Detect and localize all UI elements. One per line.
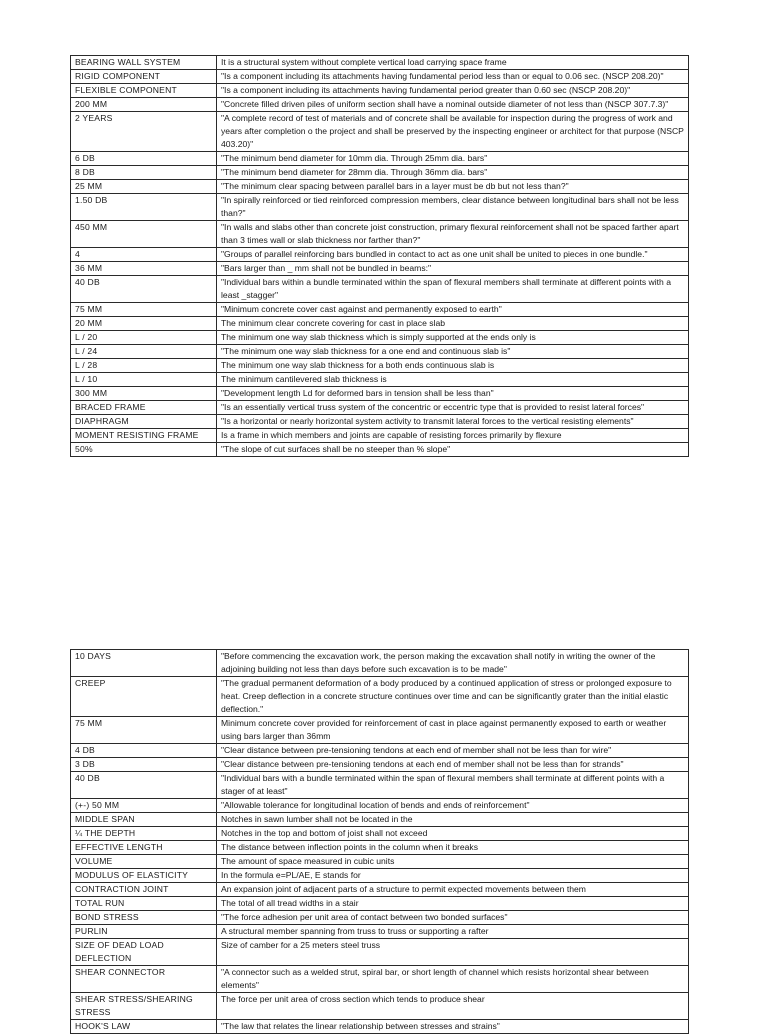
term-cell: 36 MM [71, 262, 217, 276]
table-row [71, 317, 689, 331]
definition-cell: Size of camber for a 25 meters steel truss [217, 939, 689, 966]
table-row [71, 359, 689, 373]
table-row [71, 194, 689, 221]
table-row [71, 98, 689, 112]
table-row [71, 827, 689, 841]
term-cell: VOLUME [71, 855, 217, 869]
definition-cell: "A connector such as a welded strut, spiral bar, or short length of channel which resists horizontal shear between elements" [217, 966, 689, 993]
table-row [71, 401, 689, 415]
definition-cell: The minimum cantilevered slab thickness is [217, 373, 689, 387]
table-row [71, 744, 689, 758]
table-row [71, 56, 689, 70]
table-row [71, 939, 689, 966]
definition-cell: "Is a component including its attachments having fundamental period less than or equal to 0.06 sec. (NSCP 208.20)" [217, 70, 689, 84]
table-row [71, 152, 689, 166]
table-row [71, 993, 689, 1020]
definition-cell: "The minimum bend diameter for 28mm dia. Through 36mm dia. bars" [217, 166, 689, 180]
term-cell: 450 MM [71, 221, 217, 248]
definition-cell: The distance between inflection points in the column when it breaks [217, 841, 689, 855]
term-cell: 50% [71, 443, 217, 457]
term-cell: RIGID COMPONENT [71, 70, 217, 84]
term-cell: L / 28 [71, 359, 217, 373]
table-row [71, 841, 689, 855]
table-row [71, 897, 689, 911]
table-row [71, 180, 689, 194]
definition-cell: "Individual bars with a bundle terminated within the span of flexural members shall terminate at different points with a stager of at least" [217, 772, 689, 799]
table-row [71, 443, 689, 457]
term-cell: 40 DB [71, 276, 217, 303]
reference-table-2 [70, 649, 689, 1034]
term-cell: 20 MM [71, 317, 217, 331]
definition-cell: Notches in sawn lumber shall not be located in the [217, 813, 689, 827]
table-row [71, 415, 689, 429]
definition-cell: "The minimum one way slab thickness for a one end and continuous slab is" [217, 345, 689, 359]
table-row [71, 717, 689, 744]
term-cell: SHEAR CONNECTOR [71, 966, 217, 993]
term-cell: MOMENT RESISTING FRAME [71, 429, 217, 443]
table-row [71, 758, 689, 772]
table-row [71, 925, 689, 939]
definition-cell: "Is a component including its attachments having fundamental period greater than 0.60 sec (NSCP 208.20)" [217, 84, 689, 98]
term-cell: HOOK'S LAW [71, 1020, 217, 1034]
definition-cell: "Clear distance between pre-tensioning tendons at each end of member shall not be less than for strands" [217, 758, 689, 772]
reference-table-1 [70, 55, 689, 457]
term-cell: MIDDLE SPAN [71, 813, 217, 827]
definition-cell: "Is an essentially vertical truss system of the concentric or eccentric type that is provided to resist lateral forces" [217, 401, 689, 415]
table-row [71, 855, 689, 869]
term-cell: 40 DB [71, 772, 217, 799]
term-cell: 6 DB [71, 152, 217, 166]
term-cell: 200 MM [71, 98, 217, 112]
definition-cell: The amount of space measured in cubic units [217, 855, 689, 869]
term-cell: PURLIN [71, 925, 217, 939]
term-cell: 3 DB [71, 758, 217, 772]
table-2-body [71, 650, 689, 1034]
term-cell: CONTRACTION JOINT [71, 883, 217, 897]
definition-cell: "Individual bars within a bundle terminated within the span of flexural members shall terminate at different points with a least _stagger" [217, 276, 689, 303]
definition-cell: A structural member spanning from truss to truss or supporting a rafter [217, 925, 689, 939]
table-row [71, 262, 689, 276]
definition-cell: The force per unit area of cross section which tends to produce shear [217, 993, 689, 1020]
table-row [71, 70, 689, 84]
table-row [71, 772, 689, 799]
definition-cell: "The gradual permanent deformation of a body produced by a continued application of stress or prolonged exposure to heat. Creep deflection in a concrete structure continues over time and can be significantly grater than the initial elastic deflection." [217, 677, 689, 717]
term-cell: (+-) 50 MM [71, 799, 217, 813]
definition-cell: The minimum one way slab thickness for a both ends continuous slab is [217, 359, 689, 373]
term-cell: L / 10 [71, 373, 217, 387]
term-cell: SIZE OF DEAD LOAD DEFLECTION [71, 939, 217, 966]
definition-cell: "The force adhesion per unit area of contact between two bonded surfaces" [217, 911, 689, 925]
table-row [71, 345, 689, 359]
definition-cell: "The slope of cut surfaces shall be no steeper than % slope" [217, 443, 689, 457]
table-row [71, 813, 689, 827]
table-row [71, 331, 689, 345]
term-cell: 8 DB [71, 166, 217, 180]
term-cell: EFFECTIVE LENGTH [71, 841, 217, 855]
definition-cell: "The minimum clear spacing between parallel bars in a layer must be db but not less than?" [217, 180, 689, 194]
definition-cell: "Concrete filled driven piles of uniform section shall have a nominal outside diameter of not less than (NSCP 307.7.3)" [217, 98, 689, 112]
definition-cell: Minimum concrete cover provided for reinforcement of cast in place against permanently exposed to earth or weather using bars larger than 36mm [217, 717, 689, 744]
table-row [71, 221, 689, 248]
term-cell: SHEAR STRESS/SHEARING STRESS [71, 993, 217, 1020]
table-row [71, 387, 689, 401]
definition-cell: The minimum one way slab thickness which is simply supported at the ends only is [217, 331, 689, 345]
table-row [71, 799, 689, 813]
term-cell: 75 MM [71, 303, 217, 317]
table-row [71, 276, 689, 303]
definition-cell: "Minimum concrete cover cast against and permanently exposed to earth" [217, 303, 689, 317]
table-row [71, 166, 689, 180]
table-row [71, 112, 689, 152]
definition-cell: The minimum clear concrete covering for cast in place slab [217, 317, 689, 331]
term-cell: 4 DB [71, 744, 217, 758]
term-cell: TOTAL RUN [71, 897, 217, 911]
table-row [71, 303, 689, 317]
term-cell: 4 [71, 248, 217, 262]
definition-cell: "The law that relates the linear relationship between stresses and strains" [217, 1020, 689, 1034]
table-row [71, 883, 689, 897]
definition-cell: "Clear distance between pre-tensioning tendons at each end of member shall not be less than for wire" [217, 744, 689, 758]
term-cell: FLEXIBLE COMPONENT [71, 84, 217, 98]
table-1-body [71, 56, 689, 457]
term-cell: 1.50 DB [71, 194, 217, 221]
table-row [71, 84, 689, 98]
definition-cell: "The minimum bend diameter for 10mm dia. Through 25mm dia. bars" [217, 152, 689, 166]
table-row [71, 677, 689, 717]
table-row [71, 1020, 689, 1034]
definition-cell: "Before commencing the excavation work, the person making the excavation shall notify in writing the owner of the adjoining building not less than days before such excavation is to be made" [217, 650, 689, 677]
definition-cell: "A complete record of test of materials and of concrete shall be available for inspection during the progress of work and years after completion o the project and shall be preserved by the inspecting engineer or architect for that purpose (NSCP 403.20)" [217, 112, 689, 152]
definition-cell: "Is a horizontal or nearly horizontal system activity to transmit lateral forces to the vertical resisting elements" [217, 415, 689, 429]
term-cell: MODULUS OF ELASTICITY [71, 869, 217, 883]
term-cell: BRACED FRAME [71, 401, 217, 415]
term-cell: ¼ THE DEPTH [71, 827, 217, 841]
table-row [71, 911, 689, 925]
term-cell: BEARING WALL SYSTEM [71, 56, 217, 70]
term-cell: 300 MM [71, 387, 217, 401]
term-cell: L / 24 [71, 345, 217, 359]
term-cell: CREEP [71, 677, 217, 717]
definition-cell: Notches in the top and bottom of joist shall not exceed [217, 827, 689, 841]
definition-cell: In the formula e=PL/AE, E stands for [217, 869, 689, 883]
table-row [71, 248, 689, 262]
definition-cell: The total of all tread widths in a stair [217, 897, 689, 911]
table-row [71, 966, 689, 993]
table-row [71, 373, 689, 387]
table-row [71, 650, 689, 677]
definition-cell: "In spirally reinforced or tied reinforced compression members, clear distance between longitudinal bars shall not be less than?" [217, 194, 689, 221]
definition-cell: Is a frame in which members and joints are capable of resisting forces primarily by flexure [217, 429, 689, 443]
term-cell: BOND STRESS [71, 911, 217, 925]
definition-cell: "Bars larger than _ mm shall not be bundled in beams:" [217, 262, 689, 276]
definition-cell: "Allowable tolerance for longitudinal location of bends and ends of reinforcement" [217, 799, 689, 813]
term-cell: 75 MM [71, 717, 217, 744]
term-cell: 10 DAYS [71, 650, 217, 677]
table-row [71, 429, 689, 443]
term-cell: DIAPHRAGM [71, 415, 217, 429]
definition-cell: "In walls and slabs other than concrete joist construction, primary flexural reinforcement shall not be spaced farther apart than 3 times wall or slab thickness nor farther than?" [217, 221, 689, 248]
table-row [71, 869, 689, 883]
definition-cell: "Development length Ld for deformed bars in tension shall be less than" [217, 387, 689, 401]
definition-cell: It is a structural system without complete vertical load carrying space frame [217, 56, 689, 70]
definition-cell: An expansion joint of adjacent parts of a structure to permit expected movements between them [217, 883, 689, 897]
term-cell: L / 20 [71, 331, 217, 345]
term-cell: 2 YEARS [71, 112, 217, 152]
definition-cell: "Groups of parallel reinforcing bars bundled in contact to act as one unit shall be united to pieces in one bundle." [217, 248, 689, 262]
term-cell: 25 MM [71, 180, 217, 194]
